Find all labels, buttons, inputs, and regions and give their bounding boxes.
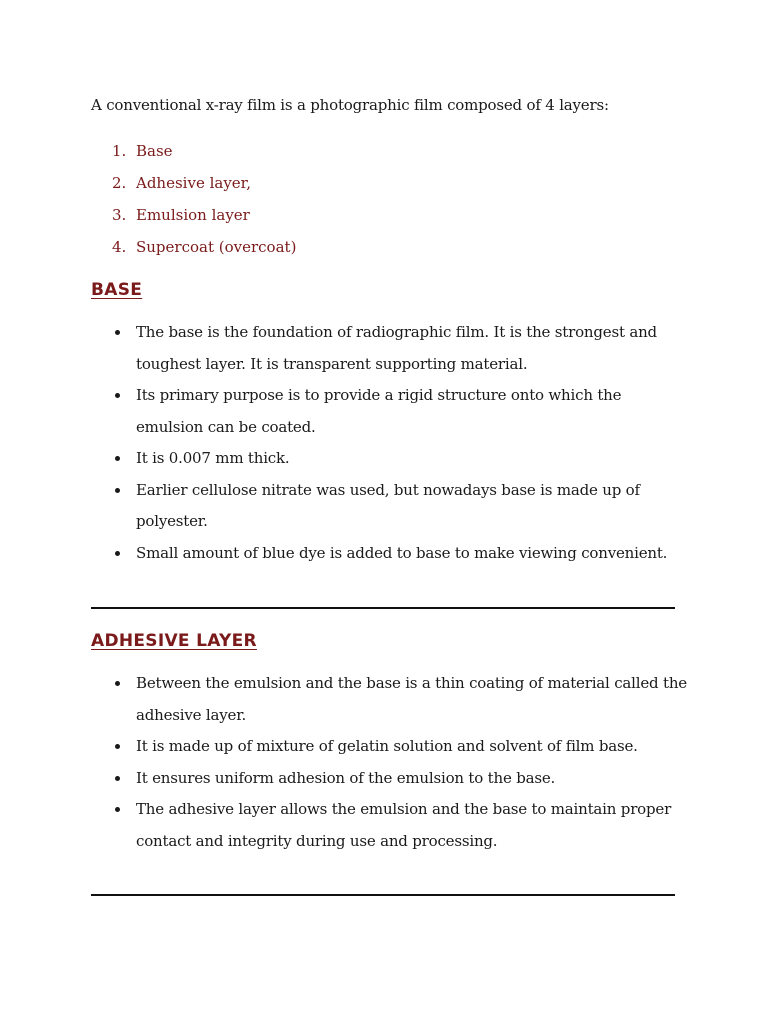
list-label: Supercoat (overcoat) xyxy=(136,238,297,256)
intro-text: A conventional x-ray film is a photographic film composed of 4 layers: xyxy=(91,96,609,114)
list-number: 3. xyxy=(112,206,127,224)
layer-list xyxy=(112,140,296,268)
list-item xyxy=(112,172,296,204)
list-number: 4. xyxy=(112,238,127,256)
bullet-item: Earlier cellulose nitrate was used, but nowadays base is made up of polyester. xyxy=(91,475,691,538)
bullet-item: It is 0.007 mm thick. xyxy=(91,443,691,475)
list-item xyxy=(112,140,296,172)
list-number: 1. xyxy=(112,142,127,160)
section-divider xyxy=(91,607,675,609)
list-item xyxy=(112,204,296,236)
bullet-item: Small amount of blue dye is added to base to make viewing convenient. xyxy=(91,538,691,570)
base-bullet-list xyxy=(91,317,691,569)
list-label: Emulsion layer xyxy=(136,206,250,224)
bullet-item: The base is the foundation of radiographic film. It is the strongest and toughest layer. It is transparent supporting material. xyxy=(91,317,691,380)
bullet-item: Its primary purpose is to provide a rigid structure onto which the emulsion can be coated. xyxy=(91,380,691,443)
section-divider xyxy=(91,894,675,896)
bullet-item: It ensures uniform adhesion of the emulsion to the base. xyxy=(91,763,691,795)
section-heading-base: BASE xyxy=(91,280,143,300)
list-number: 2. xyxy=(112,174,127,192)
list-item xyxy=(112,236,296,268)
bullet-item: The adhesive layer allows the emulsion and the base to maintain proper contact and integrity during use and processing. xyxy=(91,794,691,857)
list-label: Base xyxy=(136,142,173,160)
bullet-item: It is made up of mixture of gelatin solution and solvent of film base. xyxy=(91,731,691,763)
list-label: Adhesive layer, xyxy=(136,174,251,192)
bullet-item: Between the emulsion and the base is a thin coating of material called the adhesive layer. xyxy=(91,668,691,731)
section-heading-adhesive-layer: ADHESIVE LAYER xyxy=(91,631,257,651)
adhesive-bullet-list xyxy=(91,668,691,857)
